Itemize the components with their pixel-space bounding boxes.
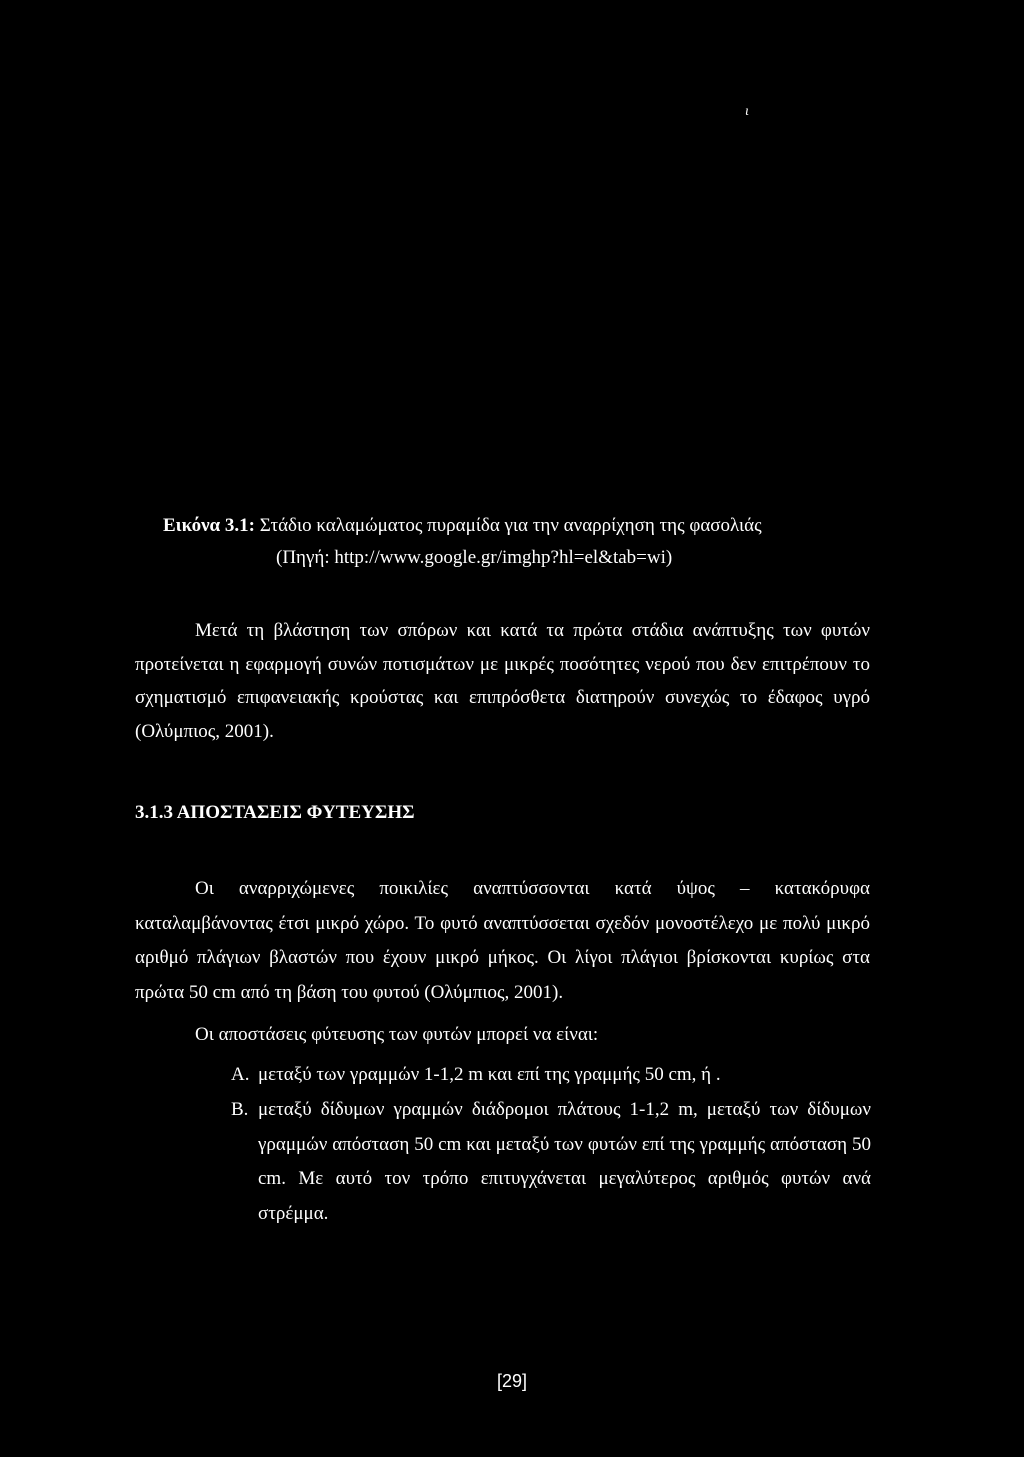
caption-source: (Πηγή: http://www.google.gr/imghp?hl=el&tab=wi) (276, 547, 673, 568)
list-item-text: μεταξύ δίδυμων γραμμών διάδρομοι πλάτους 1-1,2 m, μεταξύ των δίδυμων γραμμών απόσταση 50 cm και μεταξύ των φυτών επί της γραμμής απόσταση 50 cm. Με αυτό τον τρόπο επιτυγχάνεται μεγαλύτερος αριθμός φυτών ανά στρέμμα. (258, 1099, 871, 1224)
paragraph-irrigation: Μετά τη βλάστηση των σπόρων και κατά τα πρώτα στάδια ανάπτυξης των φυτών προτείνεται η εφαρμογή συνών ποτισμάτων με μικρές ποσότητες νερού που δεν επιτρέπουν το σχηματισμό επιφανειακής κρούστας και επιπρόσθετα διατηρούν συνεχώς το έδαφος υγρό (Ολύμπιος, 2001). (135, 620, 870, 742)
list-item (231, 1058, 871, 1093)
list-item (231, 1093, 871, 1231)
list-item-letter: Β. (231, 1099, 249, 1120)
section-heading: 3.1.3 ΑΠΟΣΤΑΣΕΙΣ ΦΥΤΕΥΣΗΣ (135, 802, 415, 823)
list-item-text: μεταξύ των γραμμών 1-1,2 m και επί της γραμμής 50 cm, ή . (258, 1064, 721, 1085)
caption-label: Εικόνα 3.1: (163, 515, 255, 536)
caption-text: Στάδιο καλαμώματος πυραμίδα για την αναρρίχηση της φασολιάς (259, 515, 762, 536)
stray-mark: ι (745, 104, 749, 119)
figure-caption (163, 510, 863, 574)
page-number: [29] (496, 1371, 528, 1391)
list-intro: Οι αποστάσεις φύτευσης των φυτών μπορεί να είναι: (195, 1024, 599, 1045)
paragraph-climbing-varieties: Οι αναρριχώμενες ποικιλίες αναπτύσσονται κατά ύψος – κατακόρυφα καταλαμβάνοντας έτσι μικρό χώρο. Το φυτό αναπτύσσεται σχεδόν μονοστέλεχο με πολύ μικρό αριθμό πλάγιων βλαστών που έχουν μικρό μήκος. Οι λίγοι πλάγιοι βρίσκονται κυρίως στα πρώτα 50 cm από τη βάση του φυτού (Ολύμπιος, 2001). (135, 878, 870, 1003)
list-item-letter: Α. (231, 1064, 250, 1085)
